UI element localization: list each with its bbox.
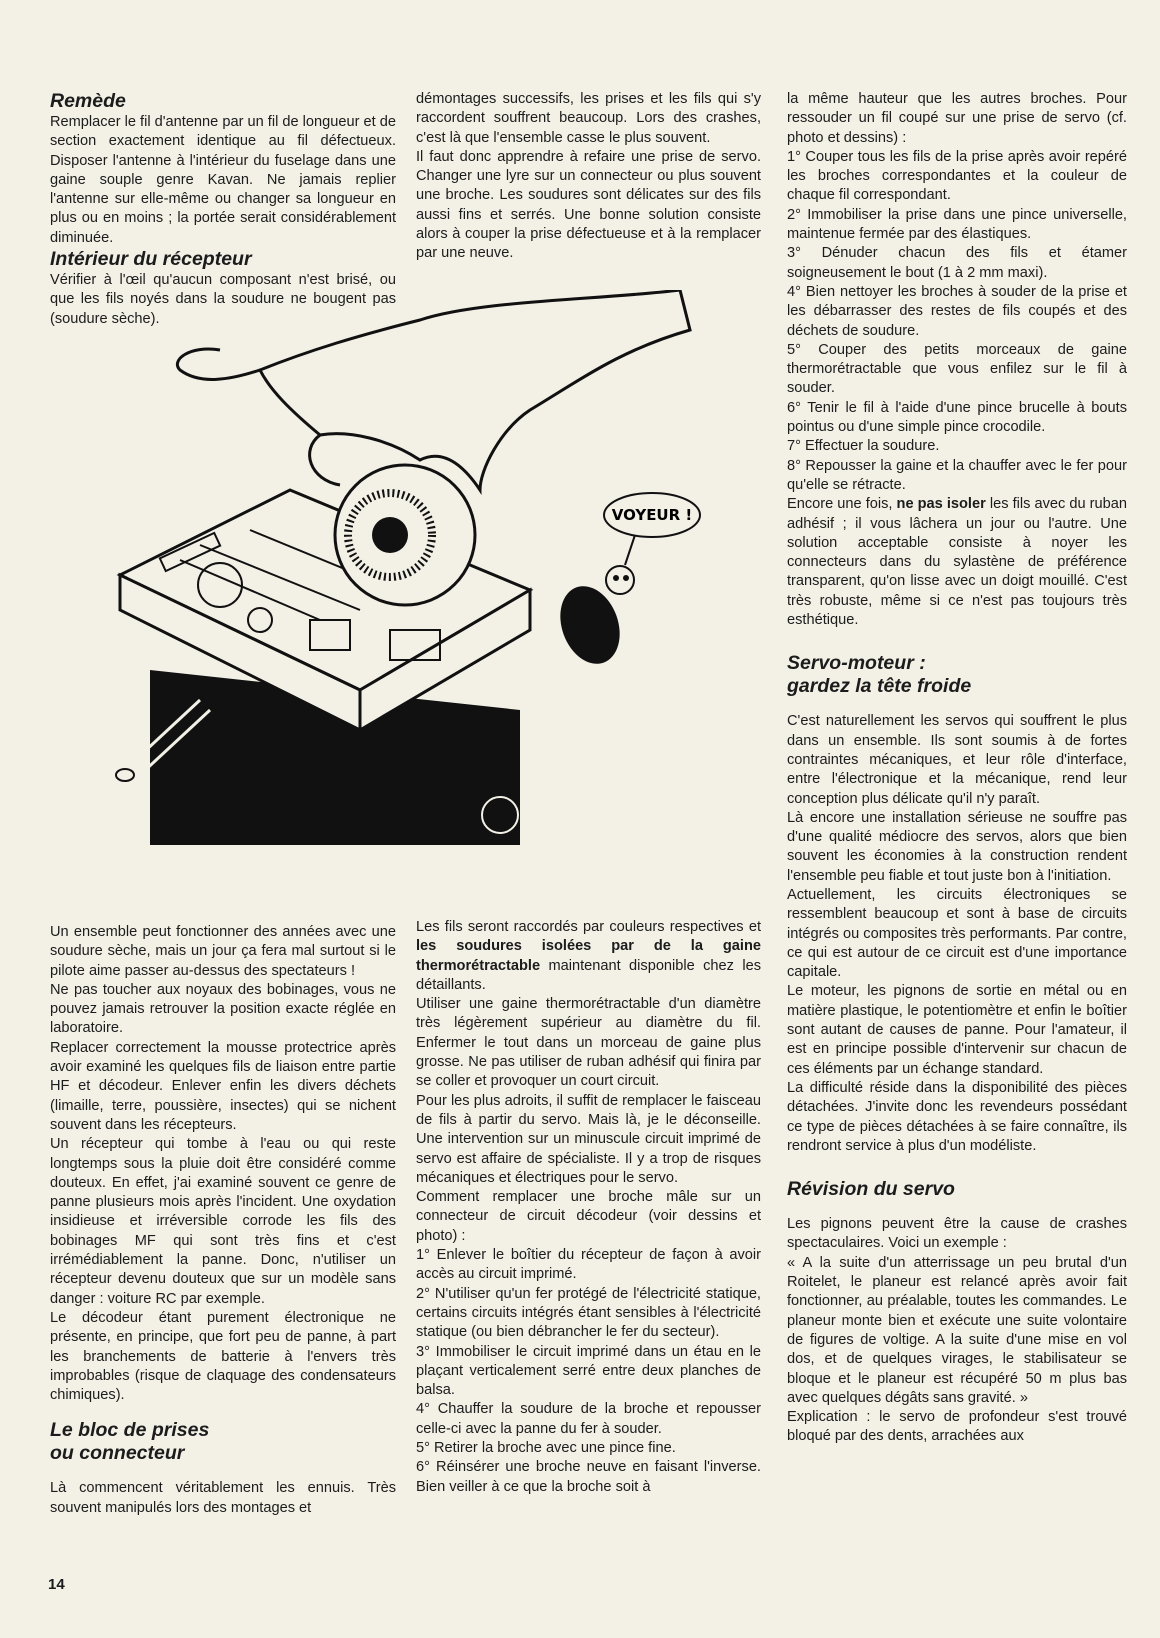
paragraph: Explication : le servo de profondeur s'est trouvé bloqué par des dents, arrachées aux [787, 1409, 1127, 1445]
paragraph: Comment remplacer une broche mâle sur un connecteur de circuit décodeur (voir dessins et photo) : [416, 1189, 761, 1244]
heading-line: Le bloc de prises [50, 1419, 210, 1442]
paragraph: Là encore une installation sérieuse ne souffre pas d'une qualité médiocre des servos, alors que bien souvent les économies à la construction rendent l'ensemble peu fiable et tout juste bon à l'initiation. [787, 809, 1127, 884]
heading-line: ou connecteur [50, 1442, 185, 1465]
step-item: 4° Chauffer la soudure de la broche et repousser celle-ci avec la panne du fer à souder. [416, 1401, 761, 1437]
bold-text: ne pas isoler [896, 496, 986, 513]
step-item: 3° Dénuder chacun des fils et étamer soigneusement le bout (1 à 2 mm maxi). [787, 245, 1127, 281]
paragraph: Utiliser une gaine thermorétractable d'un diamètre très légèrement supérieur au diamètre du fil. Enfermer le tout dans un morceau de gaine plus grosse. Ne pas utiliser de ruban adhésif qui finira par se coller et provoquer un court circuit. [416, 996, 761, 1090]
column-3 [787, 90, 1127, 1447]
paragraph: Le moteur, les pignons de sortie en métal ou en matière plastique, le potentiomètre et enfin le boîtier sont autant de causes de panne. Pour l'amateur, il est en principe possible d'intervenir sur chacun de ces éléments par un échange standard. [787, 983, 1127, 1077]
text-run: les fils avec du ruban adhésif ; il vous lâchera un jour ou l'autre. Une solution acceptable consiste à noyer les connecteurs dans du sylastène de préférence transparent, qu'on lisse avec un doigt mouillé. C'est très robuste, même si ce n'est pas toujours très esthétique. [787, 496, 1127, 629]
step-item: 3° Immobiliser le circuit imprimé dans un étau en le plaçant verticalement serré entre deux planches de balsa. [416, 1343, 761, 1399]
paragraph-interieur: Vérifier à l'œil qu'aucun composant n'est brisé, ou que les fils noyés dans la soudure ne bougent pas (soudure sèche). [50, 272, 396, 327]
column-2-bottom [416, 918, 761, 1497]
heading-line: gardez la tête froide [787, 675, 972, 698]
paragraph: La difficulté réside dans la disponibilité des pièces détachées. J'invite donc les revendeurs possédant ce type de pièces détachées à se faire connaître, ils rendront service à plus d'un modéliste. [787, 1079, 1127, 1154]
page-number: 14 [48, 1576, 65, 1593]
heading-bloc-prises [50, 1419, 396, 1465]
paragraph-intro: la même hauteur que les autres broches. Pour ressouder un fil coupé sur une prise de servo (cf. photo et dessins) : [787, 91, 1127, 146]
step-item: 2° N'utiliser qu'un fer protégé de l'électricité statique, certains circuits intégrés étant sensibles à l'électricité statique (ou bien débrancher le fer du secteur). [416, 1285, 761, 1341]
paragraph [416, 918, 761, 995]
step-item: 8° Repousser la gaine et la chauffer avec le fer pour qu'elle se rétracte. [787, 457, 1127, 493]
step-item: 7° Effectuer la soudure. [787, 438, 940, 455]
paragraph: Là commencent véritablement les ennuis. Très souvent manipulés lors des montages et [50, 1480, 396, 1516]
step-item: 2° Immobiliser la prise dans une pince universelle, maintenue fermée par des élastiques. [787, 206, 1127, 243]
heading-remede: Remède [50, 90, 126, 112]
text-run: Les fils seront raccordés par couleurs respectives et [416, 919, 761, 935]
step-item: 4° Bien nettoyer les broches à souder de la prise et les débarrasser des restes de fils coupés et des déchets de soudure. [787, 283, 1127, 339]
paragraph: Replacer correctement la mousse protectrice après avoir examiné les quelques fils de liaison entre partie HF et décodeur. Enlever enfin les divers déchets (limaille, terre, poussière, insectes) qui se nichent souvent dans les récepteurs. [50, 1039, 396, 1133]
paragraph-remede: Remplacer le fil d'antenne par un fil de longueur et de section exactement identique au fil défectueux. Disposer l'antenne à l'intérieur du fuselage dans une gaine souple genre Kavan. Ne jamais replier l'antenne sur elle-même ou changer sa longueur en plus ou en moins ; la portée serait considérablement diminuée. [50, 114, 396, 246]
column-1-bottom [50, 923, 396, 1518]
step-item: 1° Enlever le boîtier du récepteur de façon à avoir accès au circuit imprimé. [416, 1247, 761, 1283]
paragraph: Ne pas toucher aux noyaux des bobinages, vous ne pouvez jamais retrouver la position exacte réglée en laboratoire. [50, 981, 396, 1037]
paragraph: Un ensemble peut fonctionner des années avec une soudure sèche, mais un jour ça fera mal surtout si le pilote aime passer au-dessus des spectateurs ! [50, 924, 396, 979]
paragraph: démontages successifs, les prises et les fils qui s'y raccordent souffrent beaucoup. Lors des crashes, c'est là que l'ensemble casse le plus souvent. [416, 91, 761, 146]
hand [260, 290, 690, 490]
step-item: 6° Réinsérer une broche neuve en faisant l'inverse. Bien veiller à ce que la broche soit à [416, 1459, 761, 1495]
paragraph: Un récepteur qui tombe à l'eau ou qui reste longtemps sous la pluie doit être considéré comme douteux. En effet, j'ai examiné souvent ce genre de panne plusieurs mois après l'incident. Une oxydation insidieuse et irréversible corrode les fils des bobinages MF qui sont très fins et c'est irrémédiablement la panne. Donc, n'utiliser un récepteur devenu douteux que sur un modèle sans danger : voiture RC par exemple. [50, 1136, 396, 1307]
paragraph: Actuellement, les circuits électroniques se ressemblent beaucoup et sont à base de circuits intégrés ou composites très performants. Par contre, ce qui est autour de ce circuit est d'une importance capitale. [787, 886, 1127, 981]
paragraph: Les pignons peuvent être la cause de crashes spectaculaires. Voici un exemple : [787, 1216, 1127, 1252]
step-item: 5° Couper des petits morceaux de gaine thermorétractable que vous enfilez sur le fil à souder. [787, 341, 1127, 397]
heading-interieur-recepteur: Intérieur du récepteur [50, 248, 252, 271]
paragraph-quote: « A la suite d'un atterrissage un peu brutal d'un Roitelet, le planeur est relancé après avoir fait fonctionner, au préalable, toutes les commandes. Le planeur monte bien et exécute une suite volontaire de figures de voltige. A la suite d'une mise en vol dos, et de quelques virages, le stabilisateur se bloque et le planeur est récupéré 50 m plus bas avec quelques dégâts sans gravité. » [787, 1254, 1127, 1406]
heading-line: Servo-moteur : [787, 652, 926, 675]
bold-text: les soudures isolées par de la gaine thermorétractable [416, 938, 761, 974]
cartoon-illustration [60, 290, 760, 910]
step-item: 6° Tenir le fil à l'aide d'une pince brucelle à bouts pointus ou d'une simple pince crocodile. [787, 399, 1127, 436]
step-item: 1° Couper tous les fils de la prise après avoir repéré les broches correspondantes et la couleur de chaque fil correspondant. [787, 148, 1127, 204]
paragraph: C'est naturellement les servos qui souffrent le plus dans un ensemble. Ils sont soumis à de fortes contraintes mécaniques, et leur rôle d'interface, entre l'électronique et la mécanique, rend leur conception plus délicate qu'il n'y paraît. [787, 713, 1127, 807]
paragraph: Il faut donc apprendre à refaire une prise de servo. Changer une lyre sur un connecteur ou plus souvent une broche. Les soudures sont délicates sur des fils aussi fins et serrés. Une bonne solution consiste alors à couper la prise défectueuse et à la remplacer par une neuve. [416, 148, 761, 262]
column-2-top [416, 90, 761, 264]
paragraph: Pour les plus adroits, il suffit de remplacer le faisceau de fils à partir du servo. Mais là, je le déconseille. Une intervention sur un minuscule circuit imprimé de servo est affaire de spécialiste. Il y a trop de risques mécaniques et électriques pour le servo. [416, 1092, 761, 1186]
text-run: maintenant disponible chez les détaillants. [416, 957, 761, 993]
paragraph-encore [787, 495, 1127, 630]
heading-revision-servo: Révision du servo [787, 1178, 955, 1201]
speech-text: VOYEUR ! [611, 506, 693, 524]
text-run: Encore une fois, [787, 496, 893, 513]
paragraph: Le décodeur étant purement électronique ne présente, en principe, que fort peu de panne, à part les branchements de batterie à l'envers très improbables (risque de claquage des condensateurs chimiques). [50, 1309, 396, 1404]
heading-servo-moteur [787, 652, 1127, 698]
step-item: 5° Retirer la broche avec une pince fine. [416, 1440, 676, 1457]
